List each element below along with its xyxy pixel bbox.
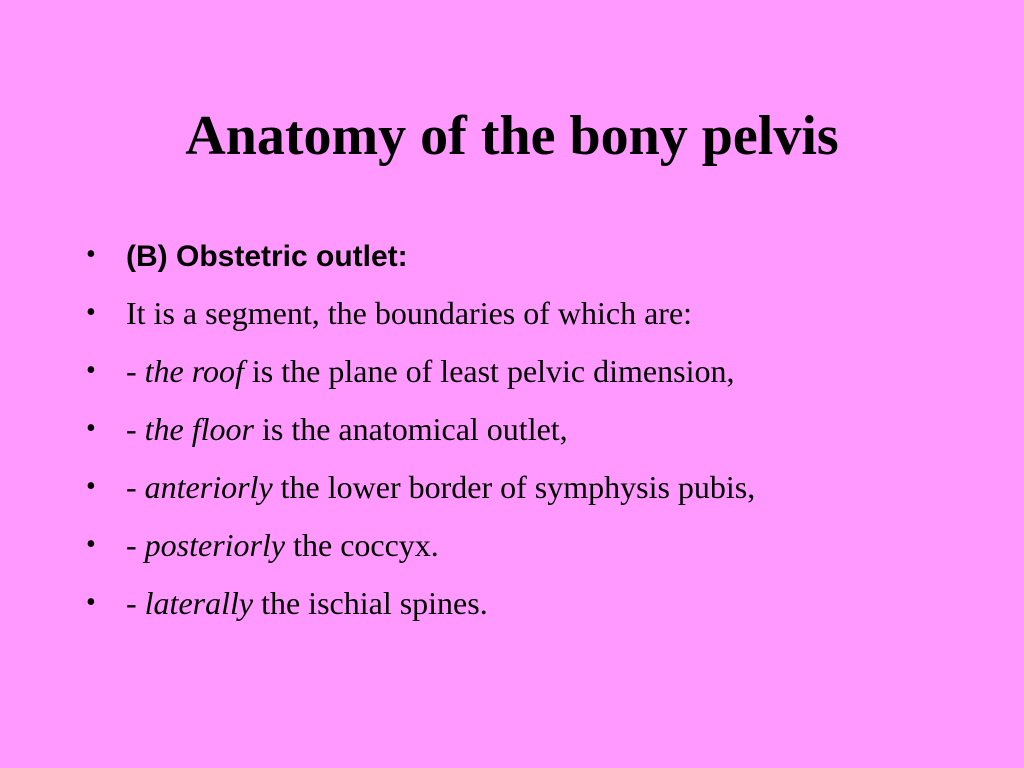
bullet-emphasis: laterally: [144, 585, 254, 621]
bullet-list: [86, 226, 986, 632]
bullet-text: the coccyx.: [285, 527, 439, 563]
bullet-prefix: -: [126, 353, 145, 389]
bullet-icon: •: [86, 471, 96, 502]
bullet-icon: •: [86, 413, 96, 444]
bullet-icon: •: [86, 297, 96, 328]
bullet-icon: •: [86, 587, 96, 618]
bullet-icon: •: [86, 239, 96, 270]
bullet-icon: •: [86, 529, 96, 560]
bullet-prefix: -: [126, 469, 145, 505]
bullet-text: It is a segment, the boundaries of which are:: [126, 295, 693, 331]
bullet-text: is the plane of least pelvic dimension,: [243, 353, 735, 389]
bullet-prefix: -: [126, 411, 145, 447]
slide-title: Anatomy of the bony pelvis: [185, 105, 839, 167]
bullet-prefix: -: [126, 527, 145, 563]
bullet-item-roof: [86, 342, 986, 400]
bullet-text: is the anatomical outlet,: [253, 411, 568, 447]
bullet-item-heading: [86, 226, 986, 284]
bullet-emphasis: the floor: [144, 411, 254, 447]
bullet-emphasis: the roof: [144, 353, 244, 389]
bullet-icon: •: [86, 355, 96, 386]
bullet-emphasis: posteriorly: [144, 527, 286, 563]
bullet-emphasis: anteriorly: [144, 469, 273, 505]
bullet-text: the ischial spines.: [253, 585, 488, 621]
bullet-item-anteriorly: [86, 458, 986, 516]
bullet-item-intro: [86, 284, 986, 342]
bullet-item-posteriorly: [86, 516, 986, 574]
bullet-text: the lower border of symphysis pubis,: [272, 469, 756, 505]
bullet-prefix: -: [126, 585, 145, 621]
bullet-text: (B) Obstetric outlet:: [126, 240, 408, 273]
bullet-item-laterally: [86, 574, 986, 632]
bullet-item-floor: [86, 400, 986, 458]
